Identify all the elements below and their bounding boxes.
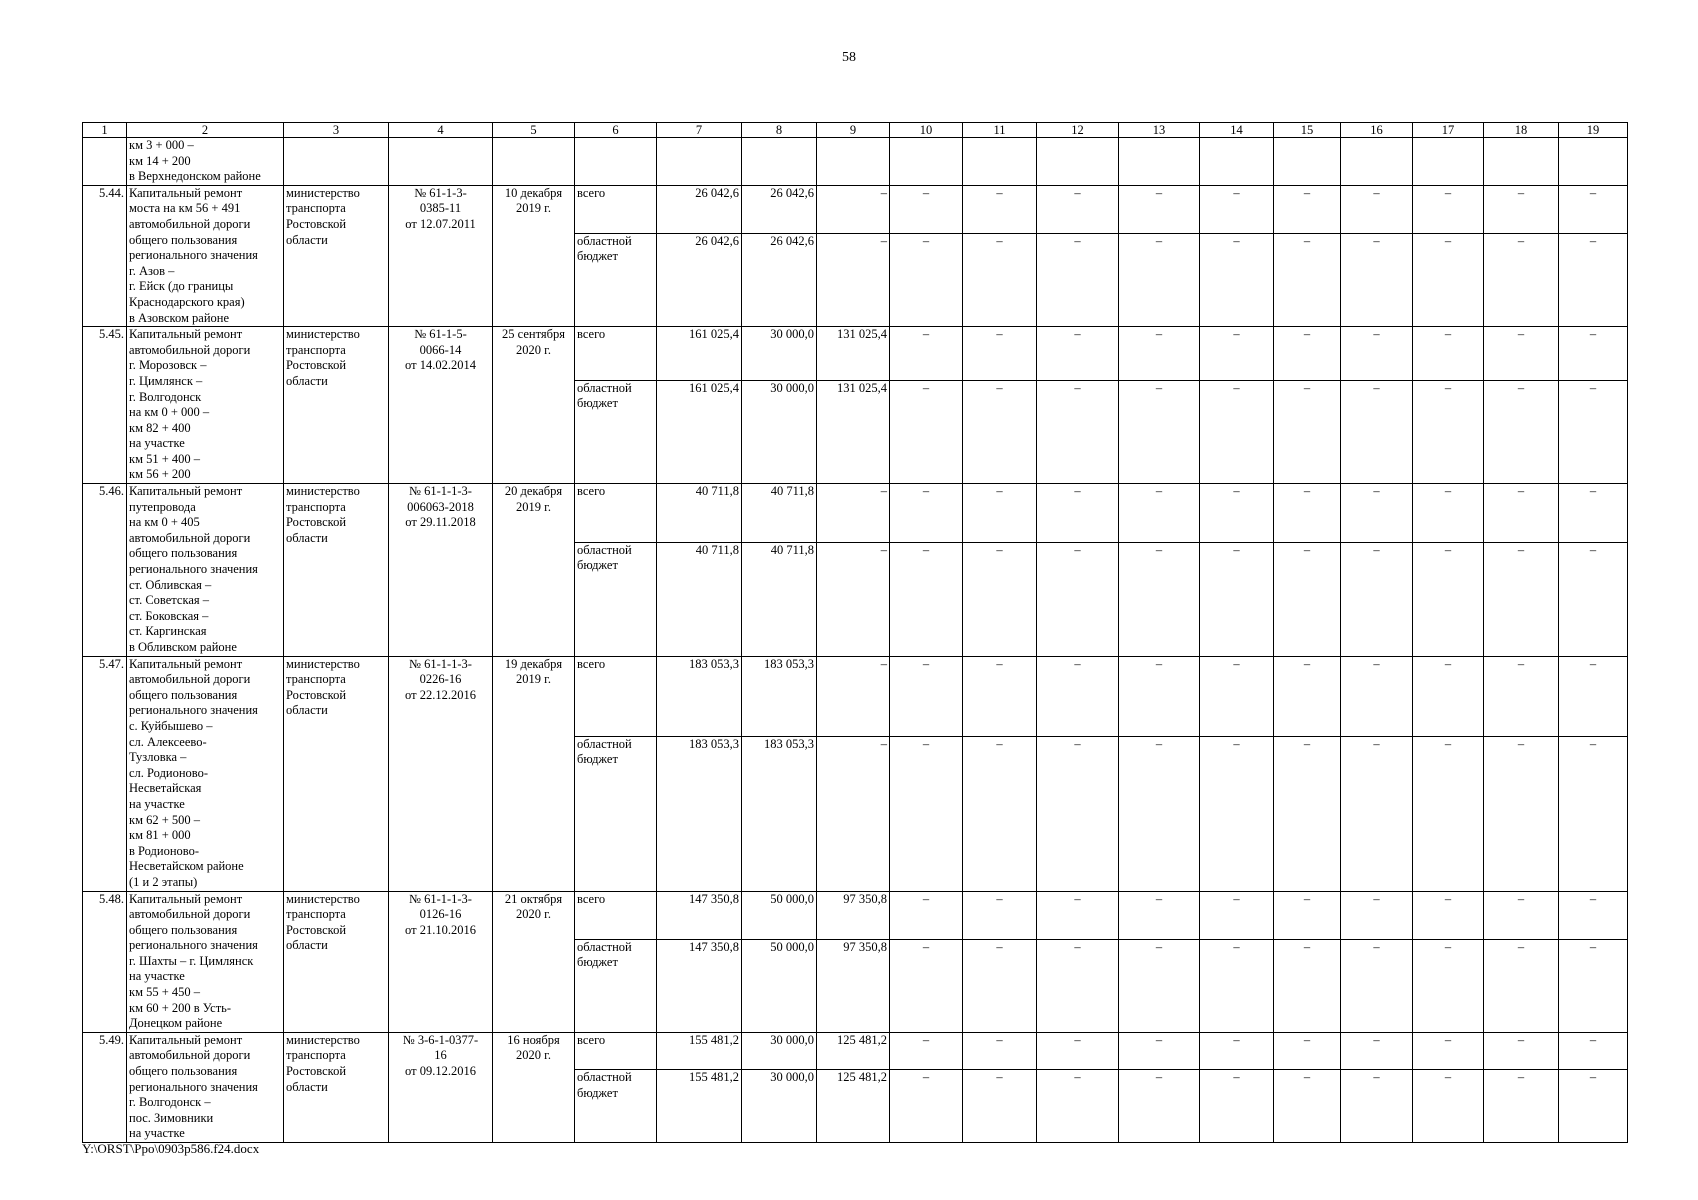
amount-cell: 50 000,0 bbox=[742, 939, 817, 1032]
empty-value-cell: – bbox=[1413, 891, 1484, 939]
empty-value-cell: – bbox=[1119, 656, 1200, 736]
expertise-doc: № 61-1-5- 0066-14 от 14.02.2014 bbox=[405, 327, 476, 373]
completion-date: 25 сентября 2020 г. bbox=[502, 327, 565, 357]
expertise-doc: № 61-1-1-3- 006063-2018 от 29.11.2018 bbox=[405, 484, 476, 530]
index-cell: 5.44. bbox=[83, 185, 127, 326]
object-name-cell bbox=[127, 327, 284, 484]
empty-value-cell: – bbox=[1413, 736, 1484, 891]
empty-value-cell: – bbox=[890, 939, 963, 1032]
empty-value-cell: – bbox=[1274, 327, 1341, 380]
page-number: 58 bbox=[842, 50, 856, 65]
amount-total-cell: 155 481,2 bbox=[657, 1070, 742, 1143]
empty-value-cell: – bbox=[890, 891, 963, 939]
funding-source: областной бюджет bbox=[577, 380, 632, 411]
empty-value-cell: – bbox=[1119, 891, 1200, 939]
column-number: 14 bbox=[1200, 123, 1274, 138]
index-cell: 5.47. bbox=[83, 656, 127, 891]
empty-value-cell: – bbox=[1559, 542, 1628, 656]
empty-value-cell: – bbox=[1413, 1032, 1484, 1069]
customer-cell bbox=[284, 327, 389, 484]
empty-value-cell: – bbox=[1413, 656, 1484, 736]
empty-value-cell: – bbox=[1341, 233, 1413, 326]
empty-value-cell: – bbox=[1274, 891, 1341, 939]
empty-value-cell: – bbox=[1119, 1032, 1200, 1069]
empty-value-cell: – bbox=[1037, 380, 1119, 484]
expertise-doc: № 61-1-1-3- 0126-16 от 21.10.2016 bbox=[405, 891, 476, 937]
funding-source: областной бюджет bbox=[577, 939, 632, 970]
object-name: Капитальный ремонт автомобильной дороги общего пользования регионального значения с. Куйбышево – сл. Алексеево- Тузловка – сл. Родионово- Несветайская на участке км 62 + 500 – км 81 + 000 в Родионово- Несветайском районе (1 и 2 этапы) bbox=[129, 656, 258, 889]
table-row bbox=[83, 484, 1628, 543]
empty-value-cell: – bbox=[1341, 327, 1413, 380]
empty-value-cell: – bbox=[890, 484, 963, 543]
empty-value-cell: – bbox=[1274, 1070, 1341, 1143]
empty-value-cell: – bbox=[963, 1070, 1037, 1143]
empty-value-cell: – bbox=[963, 484, 1037, 543]
funding-source-cell: всего bbox=[575, 185, 657, 233]
amount-total-cell: 147 350,8 bbox=[657, 891, 742, 939]
footer-file-path: Y:\ORST\Ppo\0903p586.f24.docx bbox=[82, 1141, 260, 1156]
empty-cell bbox=[1274, 138, 1341, 186]
column-number: 4 bbox=[389, 123, 493, 138]
empty-value-cell: – bbox=[1037, 233, 1119, 326]
column-number: 11 bbox=[963, 123, 1037, 138]
amount-cell: 125 481,2 bbox=[817, 1070, 890, 1143]
column-number: 17 bbox=[1413, 123, 1484, 138]
customer-cell bbox=[284, 1032, 389, 1142]
empty-value-cell: – bbox=[1484, 736, 1559, 891]
expertise-doc-cell bbox=[389, 1032, 493, 1142]
empty-value-cell: – bbox=[1037, 1070, 1119, 1143]
funding-source-cell: всего bbox=[575, 484, 657, 543]
empty-cell bbox=[389, 138, 493, 186]
completion-date-cell bbox=[493, 185, 575, 326]
object-name-cell bbox=[127, 484, 284, 657]
customer-cell bbox=[284, 484, 389, 657]
empty-value-cell: – bbox=[1559, 484, 1628, 543]
empty-value-cell: – bbox=[1037, 939, 1119, 1032]
amount-cell: – bbox=[817, 233, 890, 326]
customer: министерство транспорта Ростовской области bbox=[286, 891, 360, 953]
empty-value-cell: – bbox=[1559, 891, 1628, 939]
empty-value-cell: – bbox=[1037, 736, 1119, 891]
amount-cell: 50 000,0 bbox=[742, 891, 817, 939]
empty-value-cell: – bbox=[1413, 484, 1484, 543]
column-number: 12 bbox=[1037, 123, 1119, 138]
amount-cell: 125 481,2 bbox=[817, 1032, 890, 1069]
expertise-doc: № 3-6-1-0377- 16 от 09.12.2016 bbox=[402, 1032, 479, 1079]
empty-value-cell: – bbox=[1200, 327, 1274, 380]
empty-value-cell: – bbox=[1341, 939, 1413, 1032]
empty-value-cell: – bbox=[1200, 185, 1274, 233]
empty-value-cell: – bbox=[1274, 542, 1341, 656]
empty-value-cell: – bbox=[1341, 484, 1413, 543]
empty-value-cell: – bbox=[1559, 1032, 1628, 1069]
amount-cell: 97 350,8 bbox=[817, 891, 890, 939]
expertise-doc-cell bbox=[389, 891, 493, 1032]
column-number: 10 bbox=[890, 123, 963, 138]
empty-value-cell: – bbox=[1413, 1070, 1484, 1143]
empty-value-cell: – bbox=[963, 327, 1037, 380]
completion-date-cell bbox=[493, 327, 575, 484]
column-number: 1 bbox=[83, 123, 127, 138]
empty-value-cell: – bbox=[1559, 939, 1628, 1032]
empty-value-cell: – bbox=[1200, 736, 1274, 891]
empty-value-cell: – bbox=[1274, 656, 1341, 736]
column-number: 19 bbox=[1559, 123, 1628, 138]
amount-cell: 97 350,8 bbox=[817, 939, 890, 1032]
amount-cell: 30 000,0 bbox=[742, 1032, 817, 1069]
customer: министерство транспорта Ростовской области bbox=[286, 185, 360, 247]
empty-cell bbox=[1200, 138, 1274, 186]
empty-value-cell: – bbox=[1413, 327, 1484, 380]
index-cell: 5.48. bbox=[83, 891, 127, 1032]
empty-value-cell: – bbox=[963, 736, 1037, 891]
empty-value-cell: – bbox=[1119, 542, 1200, 656]
column-number: 5 bbox=[493, 123, 575, 138]
object-name-cell bbox=[127, 891, 284, 1032]
empty-value-cell: – bbox=[963, 185, 1037, 233]
funding-source-cell: всего bbox=[575, 891, 657, 939]
empty-value-cell: – bbox=[1341, 1070, 1413, 1143]
amount-cell: – bbox=[817, 656, 890, 736]
amount-total-cell: 183 053,3 bbox=[657, 736, 742, 891]
column-number: 15 bbox=[1274, 123, 1341, 138]
amount-cell: – bbox=[817, 484, 890, 543]
empty-value-cell: – bbox=[1200, 233, 1274, 326]
empty-value-cell: – bbox=[1037, 656, 1119, 736]
empty-cell bbox=[1559, 138, 1628, 186]
amount-cell: 40 711,8 bbox=[742, 484, 817, 543]
empty-value-cell: – bbox=[1037, 891, 1119, 939]
expertise-doc: № 61-1-3- 0385-11 от 12.07.2011 bbox=[405, 185, 476, 231]
empty-value-cell: – bbox=[963, 891, 1037, 939]
column-number: 9 bbox=[817, 123, 890, 138]
object-name: Капитальный ремонт путепровода на км 0 + 405 автомобильной дороги общего пользования регионального значения ст. Обливская – ст. Советская – ст. Боковская – ст. Каргинская в Обливском районе bbox=[129, 484, 258, 654]
empty-value-cell: – bbox=[890, 327, 963, 380]
customer-cell bbox=[284, 891, 389, 1032]
expertise-doc-cell bbox=[389, 656, 493, 891]
empty-value-cell: – bbox=[890, 542, 963, 656]
empty-value-cell: – bbox=[1559, 233, 1628, 326]
empty-value-cell: – bbox=[1200, 656, 1274, 736]
customer: министерство транспорта Ростовской области bbox=[286, 484, 360, 545]
object-name: Капитальный ремонт моста на км 56 + 491 автомобильной дороги общего пользования регионального значения г. Азов – г. Ейск (до границы Краснодарского края) в Азовском районе bbox=[129, 185, 258, 325]
table-row bbox=[83, 656, 1628, 736]
empty-value-cell: – bbox=[1341, 891, 1413, 939]
funding-source-cell bbox=[575, 939, 657, 1032]
funding-source: областной бюджет bbox=[577, 233, 632, 264]
amount-cell: 131 025,4 bbox=[817, 380, 890, 484]
empty-value-cell: – bbox=[1037, 542, 1119, 656]
completion-date: 16 ноября 2020 г. bbox=[507, 1032, 560, 1063]
empty-value-cell: – bbox=[1559, 185, 1628, 233]
funding-source-cell bbox=[575, 380, 657, 484]
empty-value-cell: – bbox=[1037, 185, 1119, 233]
column-number: 8 bbox=[742, 123, 817, 138]
index-cell bbox=[83, 138, 127, 186]
completion-date-cell bbox=[493, 656, 575, 891]
empty-value-cell: – bbox=[963, 1032, 1037, 1069]
empty-value-cell: – bbox=[1341, 656, 1413, 736]
amount-total-cell: 147 350,8 bbox=[657, 939, 742, 1032]
funding-source-cell bbox=[575, 542, 657, 656]
empty-value-cell: – bbox=[890, 233, 963, 326]
empty-value-cell: – bbox=[1413, 185, 1484, 233]
empty-cell bbox=[284, 138, 389, 186]
table-row bbox=[83, 327, 1628, 380]
empty-value-cell: – bbox=[1119, 1070, 1200, 1143]
funding-source-cell: всего bbox=[575, 656, 657, 736]
empty-value-cell: – bbox=[1037, 484, 1119, 543]
empty-cell bbox=[1119, 138, 1200, 186]
customer-cell bbox=[284, 656, 389, 891]
empty-value-cell: – bbox=[963, 656, 1037, 736]
empty-value-cell: – bbox=[1119, 380, 1200, 484]
empty-value-cell: – bbox=[963, 380, 1037, 484]
empty-value-cell: – bbox=[1484, 1070, 1559, 1143]
empty-cell bbox=[657, 138, 742, 186]
empty-cell bbox=[742, 138, 817, 186]
index-cell: 5.49. bbox=[83, 1032, 127, 1142]
amount-cell: 40 711,8 bbox=[742, 542, 817, 656]
empty-value-cell: – bbox=[1413, 939, 1484, 1032]
customer-cell bbox=[284, 185, 389, 326]
amount-cell: 26 042,6 bbox=[742, 233, 817, 326]
empty-value-cell: – bbox=[1119, 736, 1200, 891]
amount-total-cell: 155 481,2 bbox=[657, 1032, 742, 1069]
empty-value-cell: – bbox=[1274, 380, 1341, 484]
empty-value-cell: – bbox=[1413, 233, 1484, 326]
table-row bbox=[83, 185, 1628, 233]
empty-value-cell: – bbox=[1200, 939, 1274, 1032]
empty-value-cell: – bbox=[1274, 1032, 1341, 1069]
funding-source: областной бюджет bbox=[577, 1070, 632, 1100]
empty-cell bbox=[817, 138, 890, 186]
empty-value-cell: – bbox=[1200, 891, 1274, 939]
amount-total-cell: 161 025,4 bbox=[657, 380, 742, 484]
amount-cell: 131 025,4 bbox=[817, 327, 890, 380]
completion-date: 20 декабря 2019 г. bbox=[504, 484, 563, 514]
empty-value-cell: – bbox=[1274, 233, 1341, 326]
customer: министерство транспорта Ростовской области bbox=[286, 1032, 360, 1094]
funding-source: областной бюджет bbox=[577, 542, 632, 573]
amount-cell: 183 053,3 bbox=[742, 736, 817, 891]
amount-cell: – bbox=[817, 185, 890, 233]
empty-value-cell: – bbox=[963, 233, 1037, 326]
expertise-doc-cell bbox=[389, 185, 493, 326]
funding-source-cell: всего bbox=[575, 327, 657, 380]
empty-value-cell: – bbox=[1484, 656, 1559, 736]
empty-value-cell: – bbox=[890, 1032, 963, 1069]
empty-value-cell: – bbox=[1200, 542, 1274, 656]
empty-value-cell: – bbox=[890, 1070, 963, 1143]
object-name-cell bbox=[127, 138, 284, 186]
empty-value-cell: – bbox=[1119, 185, 1200, 233]
expertise-doc-cell bbox=[389, 484, 493, 657]
amount-total-cell: 26 042,6 bbox=[657, 233, 742, 326]
index-cell: 5.45. bbox=[83, 327, 127, 484]
table-row bbox=[83, 1032, 1628, 1069]
empty-value-cell: – bbox=[1413, 542, 1484, 656]
amount-total-cell: 161 025,4 bbox=[657, 327, 742, 380]
empty-cell bbox=[1413, 138, 1484, 186]
completion-date: 21 октября 2020 г. bbox=[504, 891, 563, 922]
column-number: 16 bbox=[1341, 123, 1413, 138]
empty-value-cell: – bbox=[1484, 891, 1559, 939]
empty-value-cell: – bbox=[1484, 185, 1559, 233]
column-number: 3 bbox=[284, 123, 389, 138]
empty-value-cell: – bbox=[890, 736, 963, 891]
empty-value-cell: – bbox=[1484, 939, 1559, 1032]
empty-value-cell: – bbox=[1274, 939, 1341, 1032]
empty-value-cell: – bbox=[1341, 380, 1413, 484]
empty-value-cell: – bbox=[1484, 380, 1559, 484]
expertise-doc-cell bbox=[389, 327, 493, 484]
empty-value-cell: – bbox=[1119, 939, 1200, 1032]
empty-value-cell: – bbox=[1484, 233, 1559, 326]
expertise-doc: № 61-1-1-3- 0226-16 от 22.12.2016 bbox=[405, 656, 476, 702]
amount-total-cell: 40 711,8 bbox=[657, 542, 742, 656]
amount-total-cell: 40 711,8 bbox=[657, 484, 742, 543]
amount-total-cell: 26 042,6 bbox=[657, 185, 742, 233]
continuation-row bbox=[83, 138, 1628, 186]
empty-value-cell: – bbox=[1119, 327, 1200, 380]
column-number: 6 bbox=[575, 123, 657, 138]
completion-date-cell bbox=[493, 891, 575, 1032]
empty-value-cell: – bbox=[1484, 327, 1559, 380]
empty-value-cell: – bbox=[1037, 1032, 1119, 1069]
object-name-cell bbox=[127, 1032, 284, 1142]
empty-value-cell: – bbox=[1341, 1032, 1413, 1069]
empty-value-cell: – bbox=[1559, 1070, 1628, 1143]
funding-source-cell bbox=[575, 1070, 657, 1143]
amount-cell: 183 053,3 bbox=[742, 656, 817, 736]
empty-value-cell: – bbox=[963, 542, 1037, 656]
empty-value-cell: – bbox=[1200, 1032, 1274, 1069]
empty-cell bbox=[1037, 138, 1119, 186]
amount-total-cell: 183 053,3 bbox=[657, 656, 742, 736]
completion-date: 19 декабря 2019 г. bbox=[504, 656, 563, 687]
table-row bbox=[83, 891, 1628, 939]
object-name: км 3 + 000 – км 14 + 200 в Верхнедонском районе bbox=[129, 138, 261, 184]
column-number-row bbox=[83, 123, 1628, 138]
empty-value-cell: – bbox=[1341, 736, 1413, 891]
empty-value-cell: – bbox=[1119, 233, 1200, 326]
empty-value-cell: – bbox=[1037, 327, 1119, 380]
empty-value-cell: – bbox=[1559, 656, 1628, 736]
column-number: 7 bbox=[657, 123, 742, 138]
column-number: 2 bbox=[127, 123, 284, 138]
empty-value-cell: – bbox=[1274, 484, 1341, 543]
object-name-cell bbox=[127, 185, 284, 326]
empty-value-cell: – bbox=[963, 939, 1037, 1032]
empty-cell bbox=[963, 138, 1037, 186]
completion-date-cell bbox=[493, 484, 575, 657]
empty-cell bbox=[575, 138, 657, 186]
empty-value-cell: – bbox=[1274, 185, 1341, 233]
empty-value-cell: – bbox=[890, 380, 963, 484]
empty-value-cell: – bbox=[1341, 542, 1413, 656]
empty-value-cell: – bbox=[1200, 484, 1274, 543]
empty-value-cell: – bbox=[1200, 1070, 1274, 1143]
amount-cell: 30 000,0 bbox=[742, 380, 817, 484]
object-name: Капитальный ремонт автомобильной дороги общего пользования регионального значения г. Шахты – г. Цимлянск на участке км 55 + 450 – км 60 + 200 в Усть- Донецком районе bbox=[129, 891, 258, 1031]
funding-source: областной бюджет bbox=[577, 736, 632, 767]
empty-value-cell: – bbox=[1484, 542, 1559, 656]
column-number: 13 bbox=[1119, 123, 1200, 138]
funding-source-cell: всего bbox=[575, 1032, 657, 1069]
index-cell: 5.46. bbox=[83, 484, 127, 657]
empty-value-cell: – bbox=[1413, 380, 1484, 484]
object-name: Капитальный ремонт автомобильной дороги общего пользования регионального значения г. Волгодонск – пос. Зимовники на участке bbox=[129, 1032, 258, 1141]
budget-table bbox=[82, 122, 1628, 1143]
empty-value-cell: – bbox=[1559, 327, 1628, 380]
customer: министерство транспорта Ростовской области bbox=[286, 327, 360, 388]
empty-value-cell: – bbox=[1484, 484, 1559, 543]
empty-cell bbox=[1341, 138, 1413, 186]
funding-source-cell bbox=[575, 736, 657, 891]
amount-cell: – bbox=[817, 736, 890, 891]
empty-cell bbox=[890, 138, 963, 186]
funding-source-cell bbox=[575, 233, 657, 326]
empty-value-cell: – bbox=[1274, 736, 1341, 891]
empty-value-cell: – bbox=[890, 656, 963, 736]
empty-value-cell: – bbox=[1200, 380, 1274, 484]
empty-cell bbox=[493, 138, 575, 186]
empty-value-cell: – bbox=[1559, 736, 1628, 891]
empty-cell bbox=[1484, 138, 1559, 186]
empty-value-cell: – bbox=[1484, 1032, 1559, 1069]
amount-cell: 26 042,6 bbox=[742, 185, 817, 233]
object-name: Капитальный ремонт автомобильной дороги г. Морозовск – г. Цимлянск – г. Волгодонск на км 0 + 000 – км 82 + 400 на участке км 51 + 400 – км 56 + 200 bbox=[129, 327, 251, 482]
customer: министерство транспорта Ростовской области bbox=[286, 656, 360, 718]
object-name-cell bbox=[127, 656, 284, 891]
empty-value-cell: – bbox=[1341, 185, 1413, 233]
amount-cell: – bbox=[817, 542, 890, 656]
column-number: 18 bbox=[1484, 123, 1559, 138]
completion-date-cell bbox=[493, 1032, 575, 1142]
amount-cell: 30 000,0 bbox=[742, 1070, 817, 1143]
empty-value-cell: – bbox=[1119, 484, 1200, 543]
completion-date: 10 декабря 2019 г. bbox=[504, 185, 563, 216]
amount-cell: 30 000,0 bbox=[742, 327, 817, 380]
empty-value-cell: – bbox=[890, 185, 963, 233]
empty-value-cell: – bbox=[1559, 380, 1628, 484]
